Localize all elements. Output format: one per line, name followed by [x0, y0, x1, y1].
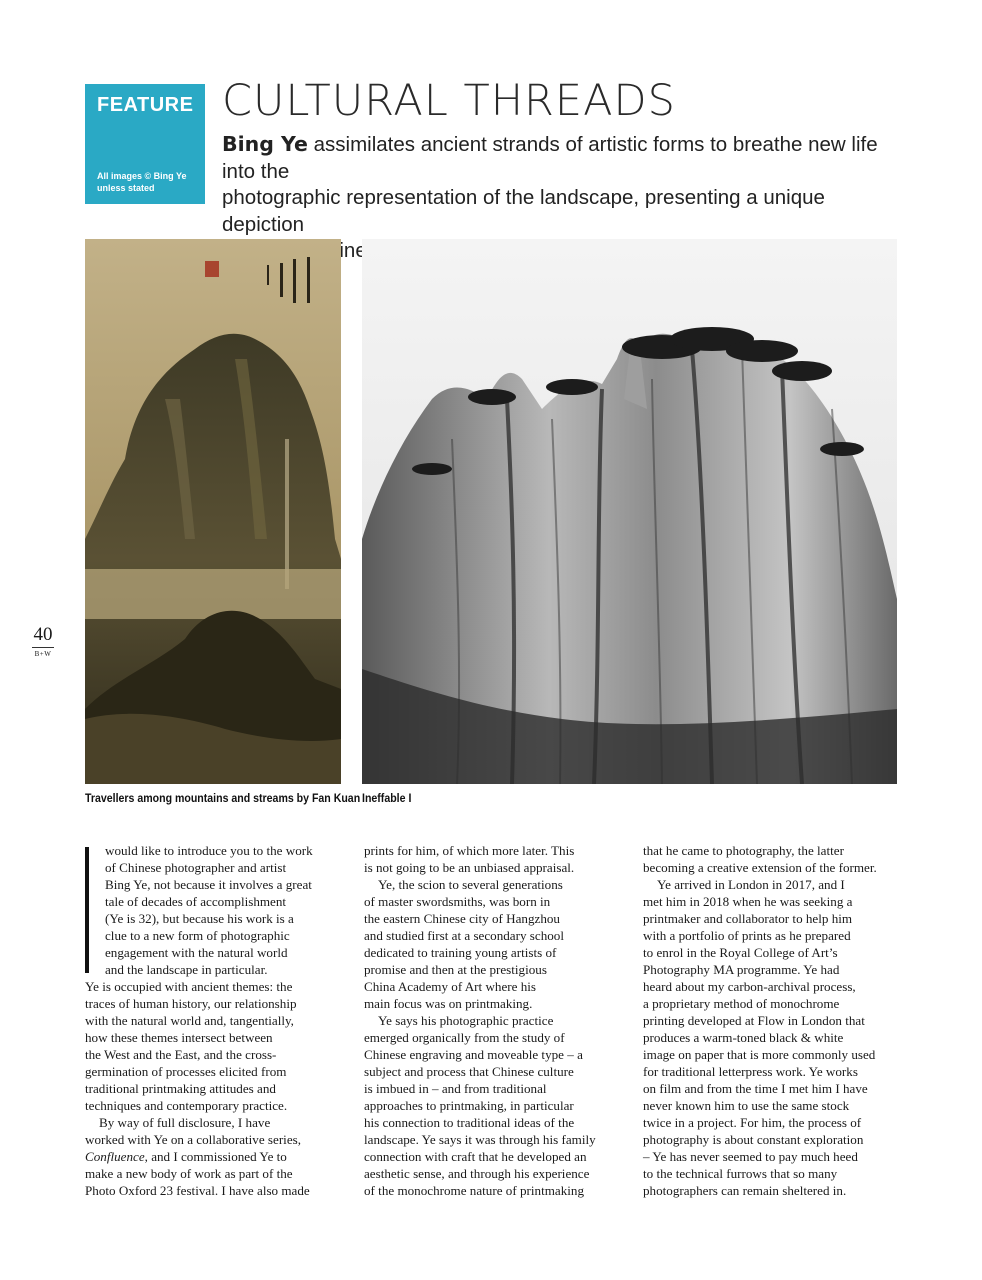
body-line: and the landscape in particular.	[105, 962, 268, 977]
body-line: of master swordsmiths, was born in	[364, 894, 551, 909]
body-line: (Ye is 32), but because his work is a	[105, 911, 294, 926]
body-line: approaches to printmaking, in particular	[364, 1098, 574, 1113]
body-line: how these themes intersect between	[85, 1030, 273, 1045]
body-line: to enrol in the Royal College of Art’s	[643, 945, 838, 960]
standfirst-name: Bing Ye	[222, 132, 308, 156]
body-line: printing developed at Flow in London that	[643, 1013, 865, 1028]
left-image-caption: Travellers among mountains and streams by Fan Kuan	[85, 793, 361, 805]
body-line: prints for him, of which more later. This	[364, 843, 575, 858]
body-line: Photo Oxford 23 festival. I have also made	[85, 1183, 310, 1198]
rock-pinnacle-photo	[362, 239, 897, 784]
standfirst-line-1: assimilates ancient strands of artistic forms to breathe new life into the	[222, 133, 878, 183]
body-line: photography is about constant exploration	[643, 1132, 864, 1147]
body-line: tale of decades of accomplishment	[105, 894, 287, 909]
body-line: is not going to be an unbiased appraisal.	[364, 860, 575, 875]
scroll-painting-svg	[85, 239, 341, 784]
body-line: his connection to traditional ideas of the	[364, 1115, 575, 1130]
body-line: landscape. Ye says it was through his family	[364, 1132, 596, 1147]
body-line: photographers can remain sheltered in.	[643, 1183, 847, 1198]
body-line: for traditional letterpress work. Ye works	[643, 1064, 858, 1079]
body-line: make a new body of work as part of the	[85, 1166, 293, 1181]
section-label: FEATURE	[97, 94, 194, 116]
body-line: connection with craft that he developed an	[364, 1149, 587, 1164]
body-line: to the technical furrows that so many	[643, 1166, 838, 1181]
body-column-3	[643, 842, 905, 1199]
body-column-1	[85, 842, 347, 1199]
rock-pinnacle-svg	[362, 239, 897, 784]
body-line: met him in 2018 when he was seeking a	[643, 894, 853, 909]
standfirst-line-2: photographic representation of the landscape, presenting a unique depiction	[222, 186, 825, 236]
folio	[32, 624, 54, 658]
body-line: Confluence, and I commissioned Ye to	[85, 1149, 287, 1164]
body-line: worked with Ye on a collaborative series,	[85, 1132, 301, 1147]
body-line: image on paper that is more commonly used	[643, 1047, 876, 1062]
body-line: heard about my carbon-archival process,	[643, 979, 856, 994]
body-line: the eastern Chinese city of Hangzhou	[364, 911, 560, 926]
body-line: – Ye has never seemed to pay much heed	[643, 1149, 858, 1164]
body-line: of Chinese photographer and artist	[105, 860, 287, 875]
body-line: of the monochrome nature of printmaking	[364, 1183, 584, 1198]
body-line: would like to introduce you to the work	[105, 843, 313, 858]
body-line: aesthetic sense, and through his experience	[364, 1166, 590, 1181]
body-line: dedicated to training young artists of	[364, 945, 557, 960]
body-column-2	[364, 842, 626, 1199]
body-line: printmaker and collaborator to help him	[643, 911, 853, 926]
body-line: twice in a project. For him, the process of	[643, 1115, 862, 1130]
body-line: traces of human history, our relationship	[85, 996, 297, 1011]
page-number: 40	[32, 624, 54, 648]
body-line: the West and the East, and the cross-	[85, 1047, 277, 1062]
body-line: Bing Ye, not because it involves a great	[105, 877, 312, 892]
body-line: with a portfolio of prints as he prepared	[643, 928, 851, 943]
body-line: China Academy of Art where his	[364, 979, 536, 994]
body-line: techniques and contemporary practice.	[85, 1098, 288, 1113]
body-line: is imbued in – and from traditional	[364, 1081, 547, 1096]
body-line: main focus was on printmaking.	[364, 996, 533, 1011]
body-line: and studied first at a secondary school	[364, 928, 564, 943]
body-line: Ye, the scion to several generations	[378, 877, 563, 892]
body-line: with the natural world and, tangentially,	[85, 1013, 294, 1028]
body-line: engagement with the natural world	[105, 945, 288, 960]
body-line: Photography MA programme. Ye had	[643, 962, 840, 977]
body-line: promise and then at the prestigious	[364, 962, 547, 977]
body-line: Chinese engraving and moveable type – a	[364, 1047, 583, 1062]
body-line: produces a warm-toned black & white	[643, 1030, 844, 1045]
body-line: Ye says his photographic practice	[378, 1013, 554, 1028]
body-line: becoming a creative extension of the former.	[643, 860, 877, 875]
magazine-brand: B+W	[34, 650, 52, 658]
body-line: Ye arrived in London in 2017, and I	[657, 877, 845, 892]
feature-box	[85, 84, 205, 204]
body-line: By way of full disclosure, I have	[99, 1115, 271, 1130]
body-line: subject and process that Chinese culture	[364, 1064, 574, 1079]
body-line: on film and from the time I met him I have	[643, 1081, 868, 1096]
headline: CULTURAL THREADS	[222, 76, 676, 126]
body-line: never known him to use the same stock	[643, 1098, 850, 1113]
body-line: clue to a new form of photographic	[105, 928, 290, 943]
body-line: germination of processes elicited from	[85, 1064, 287, 1079]
body-line: that he came to photography, the latter	[643, 843, 844, 858]
body-line: a proprietary method of monochrome	[643, 996, 840, 1011]
body-line: traditional printmaking attitudes and	[85, 1081, 276, 1096]
body-line: emerged organically from the study of	[364, 1030, 565, 1045]
image-credit: All images © Bing Ye unless stated	[97, 171, 187, 193]
scroll-painting-image	[85, 239, 341, 784]
right-image-caption: Ineffable I	[362, 793, 412, 805]
body-line: Ye is occupied with ancient themes: the	[85, 979, 293, 994]
